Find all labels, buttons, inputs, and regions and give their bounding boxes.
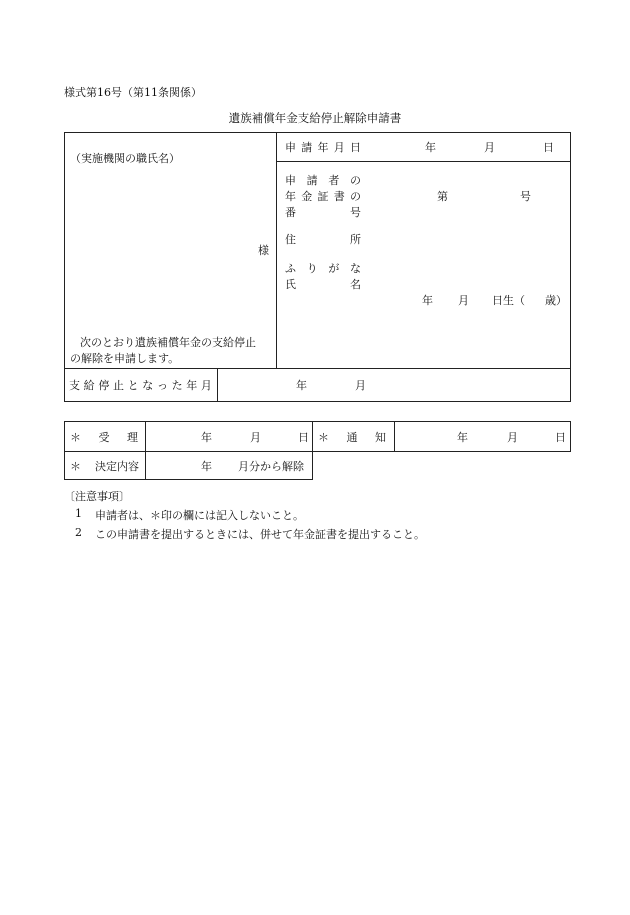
name-label: 氏 名 xyxy=(285,278,361,291)
note-2-number: 2 xyxy=(75,526,82,539)
notice-year: 年 xyxy=(457,431,468,444)
application-date-day[interactable]: 日 xyxy=(543,141,554,154)
application-date-month[interactable]: 月 xyxy=(484,141,495,154)
suspension-label: 支 給 停 止 と な っ た 年 月 xyxy=(69,379,212,392)
application-date-label: 申 請 年 月 日 xyxy=(285,141,361,154)
pension-label-line-1: 申 請 者 の xyxy=(285,174,361,187)
statement-line-2: の解除を申請します。 xyxy=(70,352,180,365)
note-1-number: 1 xyxy=(75,507,82,520)
address-label: 住 所 xyxy=(285,233,361,246)
received-label: ＊ 受 理 xyxy=(70,431,138,444)
decision-mark: ＊ xyxy=(70,460,81,473)
furigana-label: ふ り が な xyxy=(285,262,361,275)
form-title: 遺族補償年金支給停止解除申請書 xyxy=(228,111,402,125)
table-divider-suspension-vertical xyxy=(217,368,218,401)
notes-heading: 〔注意事項〕 xyxy=(64,490,130,503)
notice-label: ＊ 通 知 xyxy=(318,431,386,444)
honorific-sama: 様 xyxy=(258,244,269,257)
decision-year: 年 xyxy=(201,460,212,473)
decision-label: 決定内容 xyxy=(95,460,139,473)
office-divider-2 xyxy=(312,421,313,479)
note-1-text: 申請者は、＊印の欄には記入しないこと。 xyxy=(95,509,304,522)
table-divider-vertical xyxy=(276,132,277,368)
office-row-2-left xyxy=(64,450,65,479)
received-day: 日 xyxy=(298,431,309,444)
birth-year[interactable]: 年 xyxy=(422,294,433,307)
received-year: 年 xyxy=(201,431,212,444)
office-divider-3 xyxy=(394,421,395,451)
birth-day-born[interactable]: 日生（ xyxy=(492,294,525,307)
statement-line-1: 次のとおり遺族補償年金の支給停止 xyxy=(80,336,256,349)
office-row-2-bottom xyxy=(64,479,313,480)
table-divider-date xyxy=(276,161,570,162)
notice-month: 月 xyxy=(507,431,518,444)
office-divider-1 xyxy=(145,421,146,479)
pension-number-dai[interactable]: 第 xyxy=(437,190,448,203)
application-date-year[interactable]: 年 xyxy=(425,141,436,154)
pension-label-line-3: 番 号 xyxy=(285,206,361,219)
note-2-text: この申請書を提出するときには、併せて年金証書を提出すること。 xyxy=(95,528,425,541)
pension-number-go[interactable]: 号 xyxy=(520,190,531,203)
birth-month[interactable]: 月 xyxy=(458,294,469,307)
decision-month-suffix: 月分から解除 xyxy=(238,460,304,473)
birth-age[interactable]: 歳） xyxy=(545,294,567,307)
notice-day: 日 xyxy=(555,431,566,444)
form-number: 様式第16号（第11条関係） xyxy=(64,86,202,99)
pension-label-line-2: 年 金 証 書 の xyxy=(285,190,361,203)
agency-name-label: （実施機関の職氏名） xyxy=(70,152,180,165)
received-month: 月 xyxy=(250,431,261,444)
suspension-year[interactable]: 年 xyxy=(296,379,307,392)
suspension-month[interactable]: 月 xyxy=(355,379,366,392)
table-divider-suspension xyxy=(64,368,570,369)
